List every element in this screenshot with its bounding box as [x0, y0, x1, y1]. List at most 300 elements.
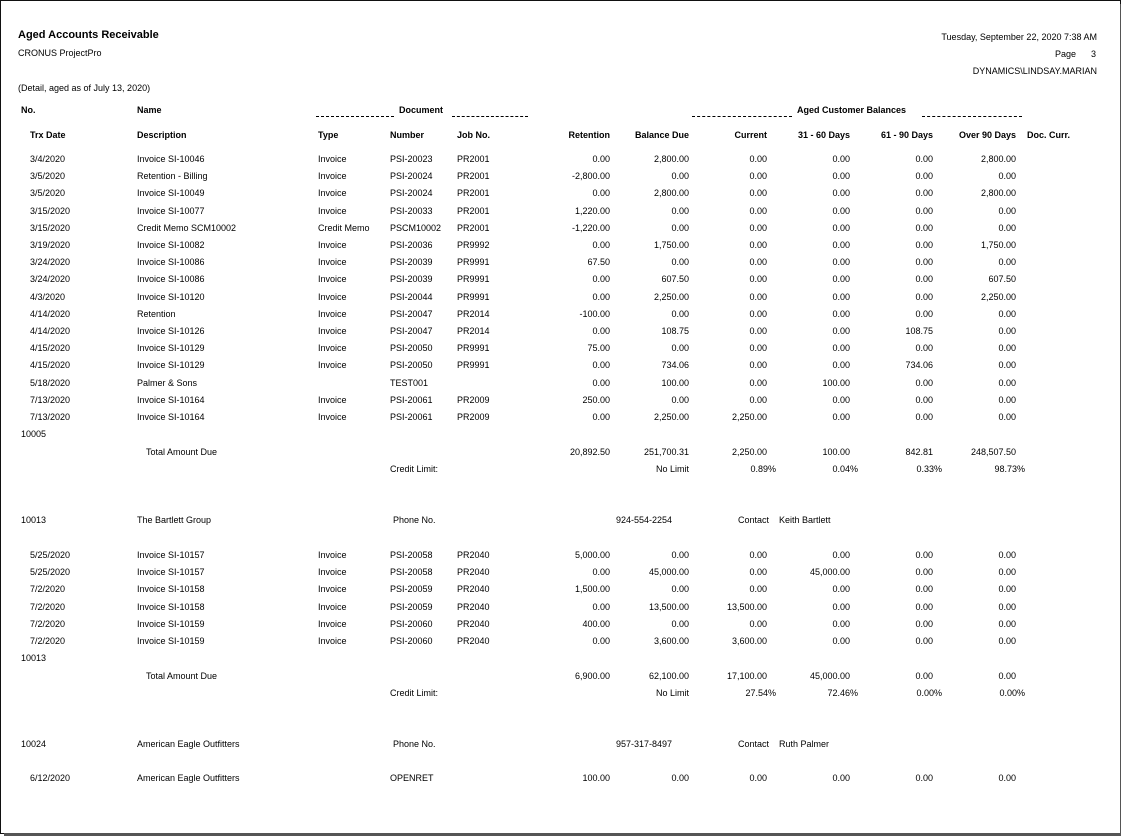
cell-balance-due: 0.00: [671, 257, 689, 267]
cell-balance-due: 2,250.00: [653, 412, 689, 422]
cell-type: Invoice: [318, 412, 347, 422]
percent-current: 27.54%: [745, 688, 776, 698]
col-doc-curr: Doc. Curr.: [1027, 130, 1071, 140]
document-dash-left: [316, 116, 394, 117]
customer-no: 10013: [21, 515, 47, 525]
col-document: Document: [399, 105, 444, 115]
cell-number: PSI-20036: [390, 240, 433, 250]
cell-over-90: 0.00: [998, 412, 1016, 422]
cell-over-90: 1,750.00: [980, 240, 1016, 250]
cell-31-60: 0.00: [832, 343, 850, 353]
cell-31-60: 0.00: [832, 188, 850, 198]
report-subtitle: (Detail, aged as of July 13, 2020): [18, 83, 151, 93]
cell-current: 0.00: [749, 395, 767, 405]
percent-31-60: 72.46%: [827, 688, 858, 698]
cell-type: Invoice: [318, 154, 347, 164]
cell-current: 0.00: [749, 309, 767, 319]
percent-61-90: 0.00%: [916, 688, 942, 698]
cell-trx-date: 5/18/2020: [30, 378, 71, 388]
cell-trx-date: 4/14/2020: [30, 309, 71, 319]
customer-name: The Bartlett Group: [137, 515, 212, 525]
cell-over-90: 0.00: [998, 309, 1016, 319]
cell-over-90: 2,800.00: [980, 154, 1016, 164]
cell-31-60: 0.00: [832, 326, 850, 336]
cell-61-90: 0.00: [915, 171, 933, 181]
cell-retention: 1,220.00: [574, 206, 610, 216]
cell-job-no: PR2001: [457, 188, 490, 198]
percent-31-60: 0.04%: [832, 464, 858, 474]
total-over-90: 0.00: [998, 671, 1016, 681]
cell-number: PSI-20060: [390, 636, 433, 646]
cell-31-60: 0.00: [832, 154, 850, 164]
cell-retention: 0.00: [592, 360, 610, 370]
cell-type: Invoice: [318, 550, 347, 560]
credit-limit-value: No Limit: [655, 464, 689, 474]
cell-description: Invoice SI-10164: [137, 395, 205, 405]
col-aged-balances: Aged Customer Balances: [797, 105, 907, 115]
col-over-90: Over 90 Days: [958, 130, 1016, 140]
cell-trx-date: 7/2/2020: [30, 636, 66, 646]
cell-job-no: PR2040: [457, 584, 490, 594]
cell-job-no: PR9991: [457, 360, 490, 370]
cell-description: American Eagle Outfitters: [137, 773, 240, 783]
cell-description: Retention: [137, 309, 176, 319]
col-description: Description: [137, 130, 187, 140]
customer-contact: Ruth Palmer: [779, 739, 830, 749]
cell-31-60: 0.00: [832, 240, 850, 250]
percent-over-90: 98.73%: [994, 464, 1025, 474]
cell-job-no: PR2040: [457, 636, 490, 646]
cell-61-90: 108.75: [905, 326, 933, 336]
cell-current: 0.00: [749, 343, 767, 353]
cell-61-90: 0.00: [915, 274, 933, 284]
cell-retention: 67.50: [587, 257, 610, 267]
customer-contact: Keith Bartlett: [779, 515, 831, 525]
cell-current: 0.00: [749, 619, 767, 629]
cell-61-90: 0.00: [915, 188, 933, 198]
col-name: Name: [137, 105, 162, 115]
cell-current: 0.00: [749, 326, 767, 336]
cell-type: Invoice: [318, 360, 347, 370]
col-no: No.: [21, 105, 36, 115]
cell-31-60: 45,000.00: [809, 567, 850, 577]
cell-61-90: 0.00: [915, 636, 933, 646]
cell-description: Invoice SI-10157: [137, 567, 205, 577]
cell-trx-date: 3/5/2020: [30, 171, 66, 181]
cell-number: PSI-20061: [390, 412, 433, 422]
cell-current: 13,500.00: [726, 602, 767, 612]
cell-balance-due: 45,000.00: [648, 567, 689, 577]
cell-type: Credit Memo: [318, 223, 370, 233]
cell-balance-due: 0.00: [671, 550, 689, 560]
total-31-60: 45,000.00: [809, 671, 850, 681]
cell-31-60: 0.00: [832, 292, 850, 302]
cell-job-no: PR2040: [457, 602, 490, 612]
aged-dash-right: [922, 116, 1022, 117]
cell-description: Invoice SI-10046: [137, 154, 205, 164]
cell-balance-due: 734.06: [661, 360, 689, 370]
cell-31-60: 0.00: [832, 360, 850, 370]
cell-current: 0.00: [749, 567, 767, 577]
cell-number: PSI-20023: [390, 154, 433, 164]
cell-retention: 0.00: [592, 412, 610, 422]
cell-61-90: 0.00: [915, 292, 933, 302]
cell-current: 0.00: [749, 171, 767, 181]
cell-current: 0.00: [749, 292, 767, 302]
report-datetime: Tuesday, September 22, 2020 7:38 AM: [941, 32, 1097, 42]
cell-current: 0.00: [749, 223, 767, 233]
page-number: 3: [1090, 49, 1096, 59]
contact-label: Contact: [738, 739, 770, 749]
cell-trx-date: 7/2/2020: [30, 584, 66, 594]
customer-phone: 924-554-2254: [616, 515, 673, 525]
customer-phone: 957-317-8497: [616, 739, 673, 749]
cell-current: 3,600.00: [731, 636, 767, 646]
cell-over-90: 607.50: [988, 274, 1016, 284]
cell-description: Invoice SI-10086: [137, 257, 205, 267]
total-balance-due: 62,100.00: [648, 671, 689, 681]
cell-61-90: 0.00: [915, 343, 933, 353]
cell-description: Invoice SI-10120: [137, 292, 205, 302]
cell-31-60: 0.00: [832, 773, 850, 783]
cell-over-90: 0.00: [998, 206, 1016, 216]
report-user: DYNAMICS\LINDSAY.MARIAN: [972, 66, 1097, 76]
cell-type: Invoice: [318, 343, 347, 353]
cell-type: Invoice: [318, 619, 347, 629]
cell-retention: 0.00: [592, 378, 610, 388]
cell-number: PSI-20059: [390, 602, 433, 612]
cell-description: Palmer & Sons: [137, 378, 198, 388]
cell-trx-date: 5/25/2020: [30, 550, 71, 560]
cell-retention: -100.00: [579, 309, 610, 319]
cell-over-90: 0.00: [998, 584, 1016, 594]
cell-retention: 75.00: [587, 343, 610, 353]
cell-type: Invoice: [318, 188, 347, 198]
cell-balance-due: 0.00: [671, 309, 689, 319]
cell-retention: 0.00: [592, 188, 610, 198]
col-job-no: Job No.: [457, 130, 490, 140]
cell-description: Invoice SI-10077: [137, 206, 205, 216]
cell-61-90: 0.00: [915, 309, 933, 319]
cell-number: PSI-20060: [390, 619, 433, 629]
col-31-60: 31 - 60 Days: [797, 130, 850, 140]
cell-number: PSI-20050: [390, 343, 433, 353]
cell-number: PSCM10002: [390, 223, 442, 233]
cell-current: 0.00: [749, 550, 767, 560]
contact-label: Contact: [738, 515, 770, 525]
cell-61-90: 0.00: [915, 154, 933, 164]
cell-type: Invoice: [318, 257, 347, 267]
credit-limit-label: Credit Limit:: [390, 688, 439, 698]
cell-job-no: PR2009: [457, 395, 490, 405]
cell-balance-due: 0.00: [671, 223, 689, 233]
cell-31-60: 0.00: [832, 257, 850, 267]
company-name: CRONUS ProjectPro: [18, 48, 102, 58]
cell-retention: -2,800.00: [571, 171, 610, 181]
cell-description: Retention - Billing: [137, 171, 208, 181]
cell-trx-date: 7/2/2020: [30, 602, 66, 612]
cell-trx-date: 3/19/2020: [30, 240, 71, 250]
cell-description: Invoice SI-10086: [137, 274, 205, 284]
cell-trx-date: 7/13/2020: [30, 412, 71, 422]
cell-current: 0.00: [749, 240, 767, 250]
percent-over-90: 0.00%: [999, 688, 1025, 698]
cell-type: Invoice: [318, 636, 347, 646]
cell-retention: 0.00: [592, 154, 610, 164]
cell-job-no: PR2040: [457, 567, 490, 577]
cell-balance-due: 13,500.00: [648, 602, 689, 612]
percent-current: 0.89%: [750, 464, 776, 474]
cell-description: Invoice SI-10159: [137, 636, 205, 646]
cell-type: Invoice: [318, 395, 347, 405]
cell-61-90: 0.00: [915, 395, 933, 405]
cell-type: Invoice: [318, 602, 347, 612]
cell-31-60: 0.00: [832, 412, 850, 422]
cell-trx-date: 6/12/2020: [30, 773, 71, 783]
cell-balance-due: 108.75: [661, 326, 689, 336]
cell-61-90: 0.00: [915, 240, 933, 250]
cell-description: Invoice SI-10049: [137, 188, 205, 198]
cell-job-no: PR9991: [457, 274, 490, 284]
cell-number: PSI-20047: [390, 326, 433, 336]
total-retention: 6,900.00: [574, 671, 610, 681]
total-retention: 20,892.50: [569, 447, 610, 457]
cell-balance-due: 100.00: [661, 378, 689, 388]
cell-type: Invoice: [318, 240, 347, 250]
cell-retention: 100.00: [582, 773, 610, 783]
cell-31-60: 0.00: [832, 602, 850, 612]
cell-over-90: 0.00: [998, 378, 1016, 388]
cell-31-60: 0.00: [832, 171, 850, 181]
cell-number: PSI-20033: [390, 206, 433, 216]
cell-over-90: 0.00: [998, 395, 1016, 405]
cell-retention: 0.00: [592, 274, 610, 284]
cell-31-60: 0.00: [832, 550, 850, 560]
col-retention: Retention: [568, 130, 610, 140]
cell-job-no: PR2009: [457, 412, 490, 422]
cell-description: Invoice SI-10157: [137, 550, 205, 560]
aged-dash-left: [692, 116, 792, 117]
cell-61-90: 0.00: [915, 378, 933, 388]
cell-description: Invoice SI-10082: [137, 240, 205, 250]
cell-balance-due: 0.00: [671, 584, 689, 594]
cell-description: Invoice SI-10158: [137, 602, 205, 612]
cell-over-90: 0.00: [998, 619, 1016, 629]
cell-31-60: 0.00: [832, 223, 850, 233]
cell-number: PSI-20044: [390, 292, 433, 302]
cell-description: Invoice SI-10158: [137, 584, 205, 594]
cell-balance-due: 2,250.00: [653, 292, 689, 302]
cell-balance-due: 0.00: [671, 206, 689, 216]
customer-name: American Eagle Outfitters: [137, 739, 240, 749]
cell-type: Invoice: [318, 274, 347, 284]
cell-61-90: 0.00: [915, 223, 933, 233]
cell-description: Invoice SI-10129: [137, 343, 205, 353]
page-label: Page: [1055, 49, 1077, 59]
cell-balance-due: 0.00: [671, 619, 689, 629]
cell-job-no: PR2014: [457, 326, 490, 336]
cell-61-90: 0.00: [915, 412, 933, 422]
credit-limit-label: Credit Limit:: [390, 464, 439, 474]
cell-job-no: PR9992: [457, 240, 490, 250]
document-dash-right: [452, 116, 528, 117]
cell-61-90: 0.00: [915, 619, 933, 629]
cell-number: TEST001: [390, 378, 429, 388]
cell-31-60: 100.00: [822, 378, 850, 388]
cell-number: PSI-20024: [390, 188, 433, 198]
cell-number: PSI-20058: [390, 567, 433, 577]
total-31-60: 100.00: [822, 447, 850, 457]
cell-61-90: 0.00: [915, 584, 933, 594]
cell-trx-date: 4/15/2020: [30, 360, 71, 370]
total-amount-due-label: Total Amount Due: [146, 671, 218, 681]
credit-limit-value: No Limit: [655, 688, 689, 698]
cell-retention: 0.00: [592, 326, 610, 336]
cell-job-no: PR2040: [457, 550, 490, 560]
col-current: Current: [734, 130, 767, 140]
customer-no: 10024: [21, 739, 47, 749]
cell-balance-due: 0.00: [671, 343, 689, 353]
cell-current: 0.00: [749, 154, 767, 164]
cell-job-no: PR9991: [457, 292, 490, 302]
cell-description: Invoice SI-10164: [137, 412, 205, 422]
cell-balance-due: 2,800.00: [653, 188, 689, 198]
cell-balance-due: 2,800.00: [653, 154, 689, 164]
cell-job-no: PR9991: [457, 257, 490, 267]
cell-trx-date: 4/14/2020: [30, 326, 71, 336]
total-61-90: 842.81: [905, 447, 933, 457]
cell-over-90: 0.00: [998, 773, 1016, 783]
cell-trx-date: 4/15/2020: [30, 343, 71, 353]
phone-label: Phone No.: [393, 515, 436, 525]
col-balance-due: Balance Due: [634, 130, 689, 140]
cell-trx-date: 3/24/2020: [30, 257, 71, 267]
cell-over-90: 0.00: [998, 223, 1016, 233]
cell-trx-date: 7/13/2020: [30, 395, 71, 405]
cell-31-60: 0.00: [832, 206, 850, 216]
cell-61-90: 0.00: [915, 206, 933, 216]
col-61-90: 61 - 90 Days: [880, 130, 933, 140]
cell-number: PSI-20039: [390, 274, 433, 284]
cell-retention: 250.00: [582, 395, 610, 405]
cell-retention: 0.00: [592, 636, 610, 646]
cell-job-no: PR9991: [457, 343, 490, 353]
cell-trx-date: 3/24/2020: [30, 274, 71, 284]
cell-retention: 400.00: [582, 619, 610, 629]
cell-retention: 0.00: [592, 292, 610, 302]
cell-current: 0.00: [749, 206, 767, 216]
cell-type: Invoice: [318, 206, 347, 216]
cell-number: PSI-20058: [390, 550, 433, 560]
cell-over-90: 0.00: [998, 550, 1016, 560]
cell-current: 0.00: [749, 188, 767, 198]
cell-type: Invoice: [318, 292, 347, 302]
cell-31-60: 0.00: [832, 584, 850, 594]
cell-balance-due: 1,750.00: [653, 240, 689, 250]
cell-job-no: PR2001: [457, 223, 490, 233]
cell-61-90: 734.06: [905, 360, 933, 370]
total-current: 17,100.00: [726, 671, 767, 681]
cell-61-90: 0.00: [915, 257, 933, 267]
cell-job-no: PR2014: [457, 309, 490, 319]
total-over-90: 248,507.50: [970, 447, 1016, 457]
phone-label: Phone No.: [393, 739, 436, 749]
cell-job-no: PR2040: [457, 619, 490, 629]
cell-retention: 0.00: [592, 602, 610, 612]
cell-retention: 5,000.00: [574, 550, 610, 560]
cell-current: 0.00: [749, 360, 767, 370]
col-trx-date: Trx Date: [30, 130, 66, 140]
cell-31-60: 0.00: [832, 636, 850, 646]
cell-type: Invoice: [318, 584, 347, 594]
cell-type: Invoice: [318, 309, 347, 319]
cell-over-90: 2,800.00: [980, 188, 1016, 198]
cell-31-60: 0.00: [832, 274, 850, 284]
group-footer-no: 10013: [21, 653, 47, 663]
cell-description: Invoice SI-10159: [137, 619, 205, 629]
cell-description: Credit Memo SCM10002: [137, 223, 237, 233]
cell-current: 0.00: [749, 773, 767, 783]
cell-retention: 1,500.00: [574, 584, 610, 594]
cell-number: PSI-20039: [390, 257, 433, 267]
cell-number: PSI-20059: [390, 584, 433, 594]
cell-current: 2,250.00: [731, 412, 767, 422]
cell-number: PSI-20024: [390, 171, 433, 181]
cell-balance-due: 0.00: [671, 395, 689, 405]
cell-number: OPENRET: [390, 773, 434, 783]
cell-trx-date: 3/15/2020: [30, 206, 71, 216]
cell-balance-due: 607.50: [661, 274, 689, 284]
percent-61-90: 0.33%: [916, 464, 942, 474]
cell-current: 0.00: [749, 378, 767, 388]
report-title: Aged Accounts Receivable: [18, 29, 159, 41]
cell-number: PSI-20047: [390, 309, 433, 319]
group-footer-no: 10005: [21, 429, 47, 439]
cell-61-90: 0.00: [915, 773, 933, 783]
total-amount-due-label: Total Amount Due: [146, 447, 218, 457]
cell-retention: -1,220.00: [571, 223, 610, 233]
cell-61-90: 0.00: [915, 602, 933, 612]
cell-type: Invoice: [318, 567, 347, 577]
cell-over-90: 0.00: [998, 326, 1016, 336]
cell-trx-date: 5/25/2020: [30, 567, 71, 577]
cell-over-90: 2,250.00: [980, 292, 1016, 302]
total-61-90: 0.00: [915, 671, 933, 681]
cell-over-90: 0.00: [998, 567, 1016, 577]
total-current: 2,250.00: [731, 447, 767, 457]
cell-trx-date: 7/2/2020: [30, 619, 66, 629]
cell-current: 0.00: [749, 584, 767, 594]
col-number: Number: [390, 130, 425, 140]
cell-job-no: PR2001: [457, 206, 490, 216]
cell-61-90: 0.00: [915, 550, 933, 560]
cell-61-90: 0.00: [915, 567, 933, 577]
cell-type: Invoice: [318, 326, 347, 336]
cell-over-90: 0.00: [998, 602, 1016, 612]
cell-current: 0.00: [749, 257, 767, 267]
cell-type: Invoice: [318, 171, 347, 181]
cell-trx-date: 4/3/2020: [30, 292, 66, 302]
col-type: Type: [318, 130, 339, 140]
cell-over-90: 0.00: [998, 257, 1016, 267]
cell-31-60: 0.00: [832, 309, 850, 319]
cell-trx-date: 3/15/2020: [30, 223, 71, 233]
cell-job-no: PR2001: [457, 171, 490, 181]
cell-balance-due: 0.00: [671, 773, 689, 783]
cell-number: PSI-20050: [390, 360, 433, 370]
total-balance-due: 251,700.31: [643, 447, 689, 457]
cell-over-90: 0.00: [998, 636, 1016, 646]
